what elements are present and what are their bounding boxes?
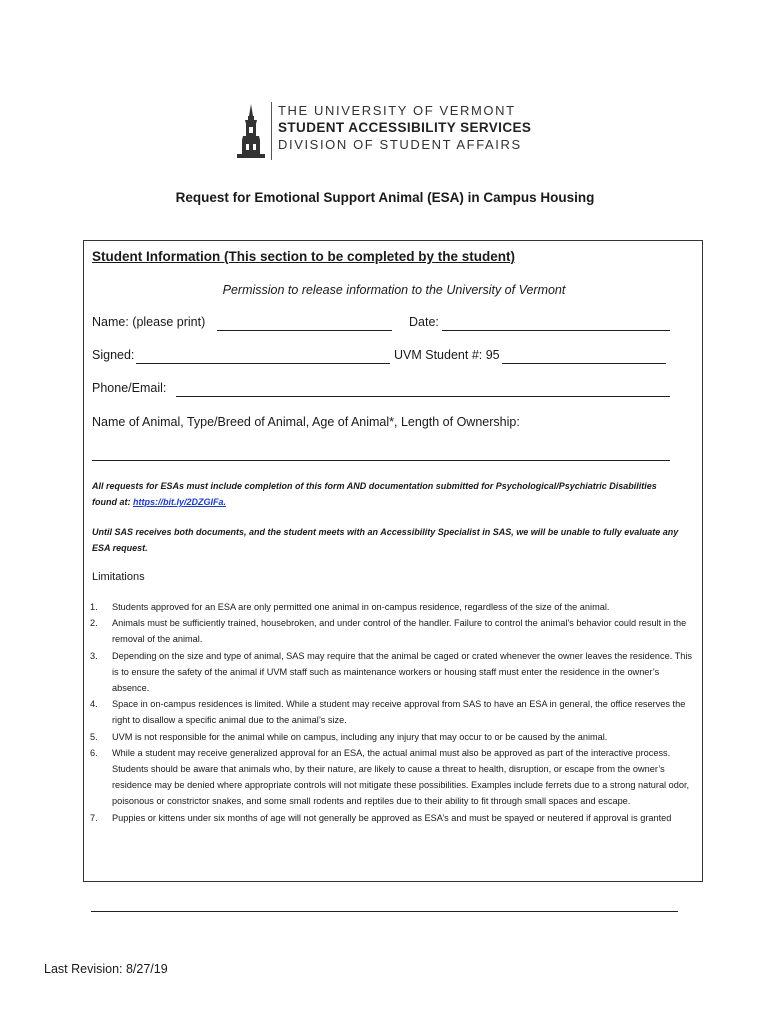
uvm-sas-logo [234, 102, 532, 162]
evaluation-note: Until SAS receives both documents, and the student meets with an Accessibility Specialist in SAS, we will be unable to fully evaluate any ESA request. [92, 527, 679, 553]
signed-label: Signed: [92, 348, 135, 362]
limitation-item [90, 648, 696, 697]
logo-department-name: STUDENT ACCESSIBILITY SERVICES [278, 120, 532, 135]
last-revision-date: Last Revision: 8/27/19 [44, 962, 168, 976]
student-id-input-line[interactable] [502, 363, 666, 364]
date-input-line[interactable] [442, 330, 670, 331]
phone-email-label: Phone/Email: [92, 381, 167, 395]
limitation-item [90, 599, 696, 615]
limitation-number: 3. [90, 650, 98, 661]
limitation-item [90, 615, 696, 647]
student-id-label: UVM Student #: 95 [394, 348, 500, 362]
logo-university-name: THE UNIVERSITY OF VERMONT [278, 103, 516, 118]
limitation-number: 1. [90, 602, 98, 612]
documentation-note-text: All requests for ESAs must include completion of this form AND documentation submitted for Psychological/Psychiatric Disabilities found at: [92, 481, 657, 507]
document-title: Request for Emotional Support Animal (ESA) in Campus Housing [175, 190, 595, 205]
signature-input-line[interactable] [136, 363, 390, 364]
name-input-line[interactable] [217, 330, 392, 331]
logo-divider [271, 102, 272, 160]
limitation-number: 2. [90, 618, 98, 629]
limitation-number: 6. [90, 747, 98, 758]
date-label: Date: [409, 315, 439, 329]
documentation-note [92, 478, 682, 510]
logo-text [278, 102, 531, 153]
animal-info-label: Name of Animal, Type/Breed of Animal, Age of Animal*, Length of Ownership: [92, 415, 520, 429]
limitation-item [90, 729, 696, 745]
tower-icon [234, 102, 268, 160]
logo-division-name: DIVISION OF STUDENT AFFAIRS [278, 137, 522, 152]
limitation-text: Puppies or kittens under six months of age will not generally be approved as ESA’s and must be spayed or neutered if approval is granted [112, 812, 672, 823]
limitation-text: Animals must be sufficiently trained, housebroken, and under control of the handler. Failure to control the animal’s behavior could result in the removal of the animal. [112, 618, 687, 645]
limitation-item [90, 745, 696, 810]
limitation-text: Space in on-campus residences is limited. While a student may receive approval from SAS to have an ESA in general, the office reserves the right to disallow a specific animal due to the animal’s size. [112, 699, 686, 726]
limitation-number: 7. [90, 812, 98, 823]
documentation-link[interactable]: https://bit.ly/2DZGIFa. [133, 497, 227, 507]
limitation-item [90, 810, 696, 826]
student-information-section [83, 240, 703, 882]
limitations-heading: Limitations [92, 571, 145, 583]
limitation-text: Students approved for an ESA are only permitted one animal in on-campus residence, regardless of the size of the animal. [112, 602, 610, 612]
limitation-number: 4. [90, 699, 98, 710]
phone-email-input-line[interactable] [176, 396, 670, 397]
limitation-text: UVM is not responsible for the animal while on campus, including any injury that may occur to or be caused by the animal. [112, 731, 608, 742]
limitation-text: Depending on the size and type of animal, SAS may require that the animal be caged or crated whenever the owner leaves the residence. This is to ensure the safety of the animal if UVM staff such as maintenance workers or housing staff must enter the residence in the owner’s absence. [112, 650, 693, 694]
footer-divider [91, 911, 678, 912]
animal-info-input-line[interactable] [92, 460, 670, 461]
limitation-item [90, 696, 696, 728]
limitation-number: 5. [90, 731, 98, 742]
limitation-text: While a student may receive generalized approval for an ESA, the actual animal must also be approved as part of the interactive process. Students should be aware that animals who, by their nature, are likely to cause a threat to health, disruption, or escape from the owner’s residence may be denied where appropriate controls will not mitigate these possibilities. Examples include ferrets due to a strong natural odor, poisonous or constrictor snakes, and some small rodents and reptiles due to their ability to fit through small spaces and escape. [112, 747, 690, 807]
permission-statement: Permission to release information to the University of Vermont [222, 283, 566, 297]
name-label: Name: (please print) [92, 315, 206, 329]
limitations-list [90, 599, 696, 826]
section-heading: Student Information (This section to be completed by the student) [92, 249, 516, 264]
